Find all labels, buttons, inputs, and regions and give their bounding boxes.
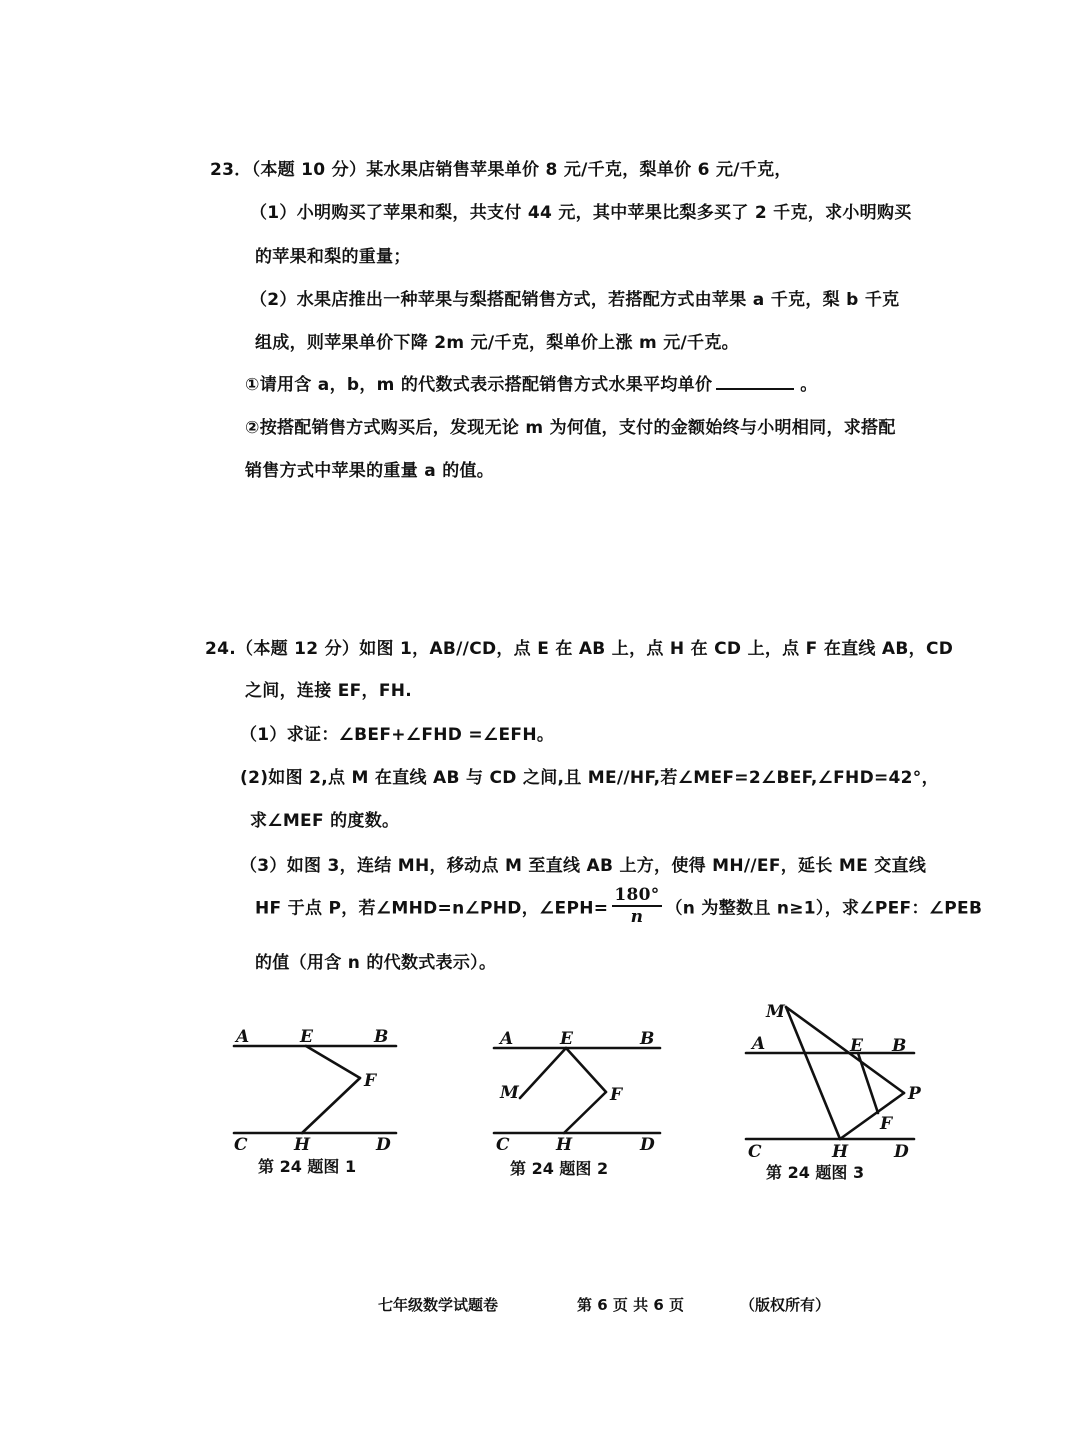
fraction-numerator: 180° bbox=[614, 885, 660, 905]
label-e: E bbox=[560, 1029, 573, 1049]
q23-part2-line2: 组成，则苹果单价下降 2m 元/千克，梨单价上涨 m 元/千克。 bbox=[255, 333, 739, 353]
label-h: H bbox=[832, 1142, 849, 1162]
label-d: D bbox=[894, 1142, 909, 1162]
q23-header bbox=[210, 155, 792, 180]
label-e: E bbox=[300, 1027, 313, 1047]
label-b: B bbox=[640, 1029, 655, 1049]
label-m: M bbox=[766, 1002, 785, 1022]
segment-ef bbox=[306, 1046, 360, 1078]
figure-1-caption: 第 24 题图 1 bbox=[258, 1157, 357, 1176]
label-c: C bbox=[748, 1142, 762, 1162]
figure-3-caption: 第 24 题图 3 bbox=[766, 1163, 865, 1182]
label-b: B bbox=[892, 1036, 907, 1056]
footer-title: 七年级数学试题卷 bbox=[378, 1296, 499, 1314]
q23-sub1-text: ①请用含 a，b，m 的代数式表示搭配销售方式水果平均单价 bbox=[245, 375, 713, 395]
answer-blank bbox=[716, 374, 794, 390]
figure-1 bbox=[220, 1020, 420, 1160]
q24-part3-line2 bbox=[255, 885, 982, 927]
figure-2-caption: 第 24 题图 2 bbox=[510, 1159, 609, 1178]
q24-header-line2: 之间，连接 EF，FH. bbox=[245, 681, 413, 701]
segment-hp bbox=[840, 1093, 904, 1139]
q23-sub1-end: 。 bbox=[800, 375, 818, 395]
label-f: F bbox=[364, 1071, 377, 1091]
segment-me bbox=[520, 1048, 566, 1098]
footer-copyright: （版权所有） bbox=[740, 1296, 831, 1314]
segment-ef bbox=[858, 1053, 878, 1113]
q24-part3-pre: HF 于点 P，若∠MHD=n∠PHD，∠EPH= bbox=[255, 898, 609, 919]
q24-part1: （1）求证：∠BEF+∠FHD =∠EFH。 bbox=[240, 725, 555, 745]
segment-ef bbox=[566, 1048, 606, 1092]
figure-2 bbox=[480, 1020, 680, 1160]
q23-part1-line1: （1）小明购买了苹果和梨，共支付 44 元，其中苹果比梨多买了 2 千克，求小明购买 bbox=[250, 203, 912, 223]
label-c: C bbox=[234, 1135, 248, 1155]
label-h: H bbox=[556, 1135, 573, 1155]
label-m: M bbox=[500, 1083, 519, 1103]
q23-number: 23． bbox=[210, 160, 252, 180]
fraction bbox=[612, 885, 661, 927]
label-a: A bbox=[752, 1034, 766, 1054]
label-d: D bbox=[640, 1135, 655, 1155]
q24-header-line1: 24.（本题 12 分）如图 1，AB//CD，点 E 在 AB 上，点 H 在 CD 上，点 F 在直线 AB，CD bbox=[205, 639, 954, 659]
q24-part3-post: （n 为整数且 n≥1），求∠PEF：∠PEB bbox=[665, 898, 983, 919]
q23-head-text: （本题 10 分）某水果店销售苹果单价 8 元/千克，梨单价 6 元/千克， bbox=[251, 160, 792, 180]
q24-part2-line1: (2)如图 2,点 M 在直线 AB 与 CD 之间,且 ME//HF,若∠MEF=2∠BEF,∠FHD=42°， bbox=[240, 768, 939, 788]
label-f: F bbox=[880, 1114, 893, 1134]
label-a: A bbox=[500, 1029, 514, 1049]
q23-part2-line1: （2）水果店推出一种苹果与梨搭配销售方式，若搭配方式由苹果 a 千克，梨 b 千克 bbox=[250, 290, 900, 310]
q24-part2-line2: 求∠MEF 的度数。 bbox=[250, 811, 400, 831]
label-f: F bbox=[610, 1085, 623, 1105]
q23-sub1 bbox=[245, 370, 818, 395]
q24-part3-line1: （3）如图 3，连结 MH，移动点 M 至直线 AB 上方，使得 MH//EF，延长 ME 交直线 bbox=[240, 856, 927, 876]
q23-sub2-line2: 销售方式中苹果的重量 a 的值。 bbox=[245, 461, 495, 481]
label-h: H bbox=[294, 1135, 311, 1155]
footer-page-number: 第 6 页 共 6 页 bbox=[577, 1296, 684, 1314]
fraction-denominator: n bbox=[630, 907, 644, 927]
label-a: A bbox=[236, 1027, 250, 1047]
segment-fh bbox=[564, 1092, 606, 1133]
label-p: P bbox=[908, 1084, 921, 1104]
q23-sub2-line1: ②按搭配销售方式购买后，发现无论 m 为何值，支付的金额始终与小明相同，求搭配 bbox=[245, 418, 896, 438]
label-b: B bbox=[374, 1027, 389, 1047]
segment-fh bbox=[302, 1078, 360, 1133]
label-d: D bbox=[376, 1135, 391, 1155]
figure-3 bbox=[740, 995, 940, 1165]
q23-part1-line2: 的苹果和梨的重量； bbox=[255, 247, 411, 267]
q24-part3-line3: 的值（用含 n 的代数式表示）。 bbox=[255, 953, 497, 973]
label-e: E bbox=[850, 1036, 863, 1056]
label-c: C bbox=[496, 1135, 510, 1155]
